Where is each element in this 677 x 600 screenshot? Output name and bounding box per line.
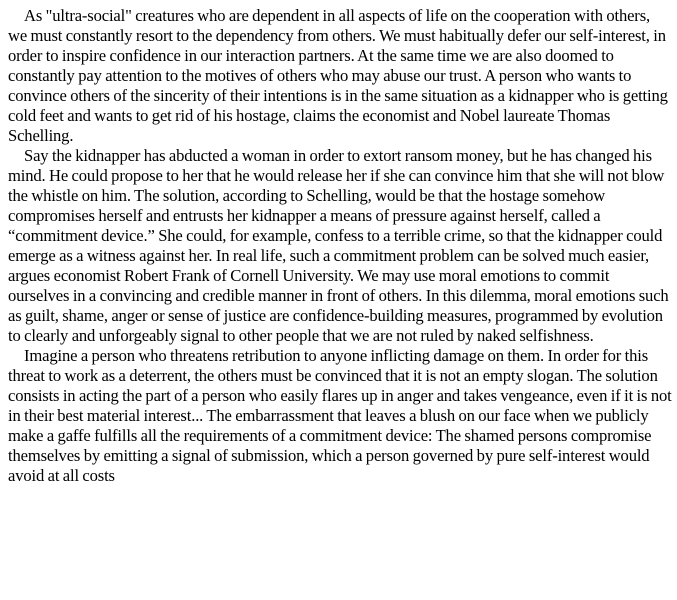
- paragraph-retribution: Imagine a person who threatens retribution to anyone inflicting damage on them. In order for this threat to work as a deterrent, the others must be convinced that it is not an empty slogan. The solution consists in acting the part of a person who easily flares up in anger and takes vengeance, even if it is not in their best material interest... The embarrassment that leaves a blush on our face when we publicly make a gaffe fulfills all the requirements of a commitment device: The shamed persons compromise themselves by emitting a signal of submission, which a person governed by pure self-interest would avoid at all costs: [8, 346, 672, 485]
- paragraph-kidnapper: Say the kidnapper has abducted a woman in order to extort ransom money, but he has changed his mind. He could propose to her that he would release her if she can convince him that she will not blow the whistle on him. The solution, according to Schelling, would be that the hostage somehow compromises herself and entrusts her kidnapper a means of pressure against herself, called a “commitment device.” She could, for example, confess to a terrible crime, so that the kidnapper could emerge as a witness against her. In real life, such a commitment problem can be solved much easier, argues economist Robert Frank of Cornell University. We may use moral emotions to commit ourselves in a convincing and credible manner in front of others. In this dilemma, moral emotions such as guilt, shame, anger or sense of justice are confidence-building measures, programmed by evolution to clearly and unforgeably signal to other people that we are not ruled by naked selfishness.: [8, 146, 669, 345]
- document-body: [8, 6, 672, 486]
- paragraph-ultra-social: As "ultra-social" creatures who are dependent in all aspects of life on the cooperation with others, we must constantly resort to the dependency from others. We must habitually defer our self-interest, in order to inspire confidence in our interaction partners. At the same time we are also doomed to constantly pay attention to the motives of others who may abuse our trust. A person who wants to convince others of the sincerity of their intentions is in the same situation as a kidnapper who is getting cold feet and wants to get rid of his hostage, claims the economist and Nobel laureate Thomas Schelling.: [8, 6, 668, 145]
